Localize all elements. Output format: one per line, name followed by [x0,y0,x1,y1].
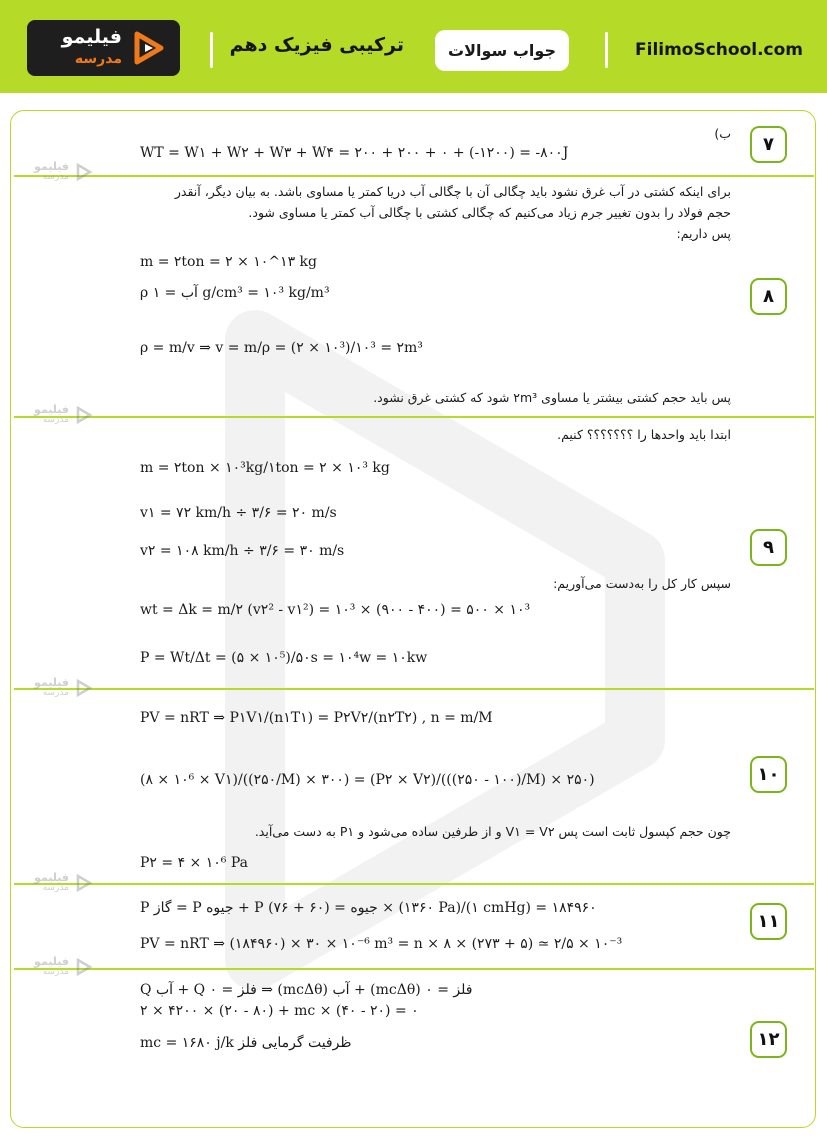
side-logo [27,955,93,981]
header-divider [210,32,213,68]
answer-text: حجم فولاد را بدون تغییر جرم زیاد می‌کنیم که چگالی کشتی با چگالی آب کمتر یا مساوی شود. [248,205,731,220]
answer-text: سپس کار کل را به‌دست می‌آوریم: [553,576,731,591]
section-divider [14,688,814,690]
play-logo-icon [131,30,167,66]
answer-text: ابتدا باید واحدها را ؟؟؟؟؟؟؟ کنیم. [557,427,731,442]
answer-text: چون حجم کپسول ثابت است پس V۱ = V۲ و از طرفین ساده می‌شود و P۱ به دست می‌آید. [254,824,731,839]
play-logo-icon [75,163,93,181]
answer-text: برای اینکه کشتی در آب غرق نشود باید چگالی آن با چگالی آب دریا کمتر یا مساوی باشد. به بیان دیگر، آنقدر [174,184,731,199]
question-number-badge: ۱۱ [750,903,787,940]
section-divider [14,968,814,970]
question-number-badge: ۹ [750,529,787,566]
brand-logo[interactable] [27,20,180,76]
header-divider [605,32,608,68]
question-number-badge: ۸ [750,278,787,315]
header-bar [0,0,827,93]
page-title: ترکیبی فیزیک دهم [229,34,404,56]
section-divider [14,883,814,885]
question-number-badge: ۱۰ [750,756,787,793]
equation-line: mc = ۱۶۸۰ j/k ظرفیت گرمایی فلز [140,1035,352,1051]
section-divider [14,416,814,418]
play-logo-icon [75,958,93,976]
side-logo [27,676,93,702]
play-logo-icon [75,406,93,424]
side-logo [27,871,93,897]
side-logo-name: فیلیمو [34,160,69,173]
brand-subtitle: مدرسه [74,51,122,67]
question-number-badge: ۷ [750,126,787,163]
equation-line: wt = Δk = m/۲ (v۲² - v۱²) = ۱۰³ × (۹۰۰ - ۴۰۰) = ۵۰۰ × ۱۰³ [140,602,531,618]
side-logo-name: فیلیمو [34,403,69,416]
equation-line: PV = nRT ⇒ P۱V۱/(n۱T۱) = P۲V۲/(n۲T۲) , n = m/M [140,710,493,726]
equation-line: ρ آب = ۱ g/cm³ = ۱۰³ kg/m³ [140,285,330,301]
side-logo-name: فیلیمو [34,676,69,689]
side-logo-name: فیلیمو [34,955,69,968]
answer-text: پس باید حجم کشتی بیشتر یا مساوی ۲m³ شود که کشتی غرق نشود. [373,390,731,405]
equation-line: v۲ = ۱۰۸ km/h ÷ ۳/۶ = ۳۰ m/s [140,543,345,559]
answers-badge: جواب سوالات [435,30,569,71]
equation-line: v۱ = ۷۲ km/h ÷ ۳/۶ = ۲۰ m/s [140,505,337,521]
question-number-badge: ۱۲ [750,1021,787,1058]
side-logo-sub: مدرسه [42,415,69,425]
side-logo [27,160,93,186]
equation-line: Q آب + Q فلز = ۰ ⇒ (mcΔθ) آب + (mcΔθ) فلز = ۰ [140,982,473,998]
equation-line: PV = nRT ⇒ (۱۸۴۹۶۰) × ۳۰ × ۱۰⁻⁶ m³ = n × ۸ × (۲۷۳ + ۵) ≃ ۲/۵ × ۱۰⁻³ [140,936,623,952]
equation-line: m = ۲ton = ۲ × ۱۰^۱۳ kg [140,254,317,270]
answer-text: پس داریم: [676,226,731,241]
section-divider [14,175,814,177]
equation-line: ۲ × ۴۲۰۰ × (۲۰ - ۸۰) + mc × (۴۰ - ۲۰) = ۰ [140,1003,419,1019]
play-logo-icon [75,679,93,697]
equation-line: WT = W۱ + W۲ + W۳ + W۴ = ۲۰۰ + ۲۰۰ + ۰ + (-۱۲۰۰) = -۸۰۰J [140,145,569,161]
equation-line: P۲ = ۴ × ۱۰⁶ Pa [140,855,248,871]
side-logo-sub: مدرسه [42,688,69,698]
play-logo-icon [75,874,93,892]
equation-line: (۸ × ۱۰⁶ × V۱)/((۲۵۰/M) × ۳۰۰) = (P۲ × V۲)/(((۲۵۰ - ۱۰۰)/M) × ۲۵۰) [140,772,595,788]
brand-name: فیلیمو [61,26,122,48]
equation-line: P = Wt/Δt = (۵ × ۱۰⁵)/۵۰s = ۱۰⁴w = ۱۰kw [140,650,428,666]
side-logo-sub: مدرسه [42,967,69,977]
side-logo-name: فیلیمو [34,871,69,884]
answer-option-label: ب) [714,126,731,141]
side-logo-sub: مدرسه [42,172,69,182]
site-url[interactable]: FilimoSchool.com [635,40,804,60]
equation-line: ρ = m/v ⇒ v = m/ρ = (۲ × ۱۰³)/۱۰³ = ۲m³ [140,340,423,356]
side-logo-sub: مدرسه [42,883,69,893]
side-logo [27,403,93,429]
equation-line: m = ۲ton × ۱۰³kg/۱ton = ۲ × ۱۰³ kg [140,460,390,476]
equation-line: P گاز = P جیوه + P جیوه = (۶۰ + ۷۶) × (۱۳۶۰ Pa)/(۱ cmHg) = ۱۸۴۹۶۰ [140,900,597,916]
